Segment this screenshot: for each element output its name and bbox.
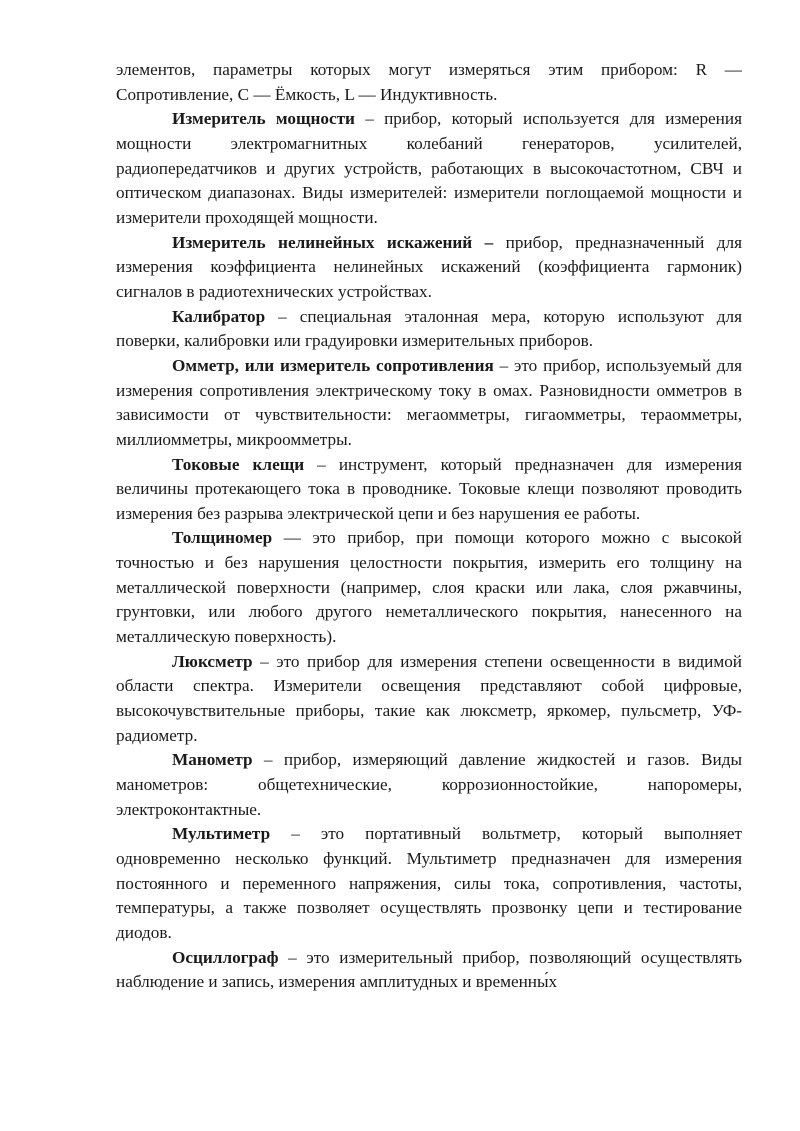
- term-luxmeter: Люксметр: [172, 651, 253, 671]
- paragraph-text: – прибор, измеряющий давление жидкостей и газов. Виды манометров: общетехнические, коррозионностойкие, напоромеры, электроконтактные.: [116, 750, 742, 819]
- paragraph-oscilloscope: [116, 946, 742, 995]
- paragraph-text: – инструмент, который предназначен для измерения величины протекающего тока в проводнике. Токовые клещи позволяют проводить измерения без разрыва электрической цепи и без нарушения ее работы.: [116, 454, 742, 523]
- term-oscilloscope: Осциллограф: [172, 947, 279, 967]
- paragraph-intro: [116, 58, 742, 107]
- term-ohmmeter: Омметр, или измеритель сопротивления: [172, 355, 494, 375]
- term-calibrator: Калибратор: [172, 306, 266, 326]
- paragraph-distortion-meter: [116, 231, 742, 305]
- paragraph-ohmmeter: [116, 354, 742, 453]
- term-thickness-gauge: Толщиномер: [172, 528, 273, 548]
- paragraph-text: – это портативный вольтметр, который выполняет одновременно несколько функций. Мультиметр предназначен для измерения постоянного и переменного напряжения, силы тока, сопротивления, частоты, температуры, а также позволяет осуществлять прозвонку цепи и тестирование диодов.: [116, 824, 742, 942]
- paragraph-text: — это прибор, при помощи которого можно с высокой точностью и без нарушения целостности покрытия, измерить его толщину на металлической поверхности (например, слоя краски или лака, слоя ржавчины, грунтовки, или любого другого неметаллического покрытия, нанесенного на металлическую поверхность).: [116, 528, 742, 647]
- paragraph-thickness-gauge: [116, 526, 742, 649]
- paragraph-current-clamp: [116, 453, 742, 527]
- paragraph-text: прибор, предназначенный для измерения коэффициента нелинейных искажений (коэффициента гармоник) сигналов в радиотехнических устройствах.: [116, 232, 742, 301]
- term-multimeter: Мультиметр: [172, 824, 271, 844]
- paragraph-manometer: [116, 748, 742, 822]
- paragraph-text: – специальная эталонная мера, которую используют для поверки, калибровки или градуировки измерительных приборов.: [116, 306, 742, 351]
- term-power-meter: Измеритель мощности: [172, 109, 355, 129]
- paragraph-text: – это прибор, используемый для измерения сопротивления электрическому току в омах. Разновидности омметров в зависимости от чувствительности: мегаомметры, гигаомметры, тераомметры, миллиомметры, микроомметры.: [116, 355, 742, 449]
- term-manometer: Манометр: [172, 750, 253, 770]
- document-page: [116, 58, 742, 995]
- paragraph-luxmeter: [116, 650, 742, 749]
- term-distortion-meter: Измеритель нелинейных искажений –: [172, 232, 494, 252]
- paragraph-text: элементов, параметры которых могут измеряться этим прибором: R — Сопротивление, С — Ёмкость, L — Индуктивность.: [116, 60, 742, 104]
- paragraph-calibrator: [116, 305, 742, 354]
- paragraph-multimeter: [116, 822, 742, 945]
- paragraph-power-meter: [116, 107, 742, 230]
- paragraph-text: – это измерительный прибор, позволяющий осуществлять наблюдение и запись, измерения амплитудных и временны́х: [116, 947, 742, 992]
- term-current-clamp: Токовые клещи: [172, 454, 305, 474]
- paragraph-text: – это прибор для измерения степени освещенности в видимой области спектра. Измерители освещения представляют собой цифровые, высокочувствительные приборы, такие как люксметр, яркомер, пульсметр, УФ-радиометр.: [116, 651, 742, 745]
- paragraph-text: – прибор, который используется для измерения мощности электромагнитных колебаний генераторов, усилителей, радиопередатчиков и других устройств, работающих в высокочастотном, СВЧ и оптическом диапазонах. Виды измерителей: измерители поглощаемой мощности и измерители проходящей мощности.: [116, 109, 742, 227]
